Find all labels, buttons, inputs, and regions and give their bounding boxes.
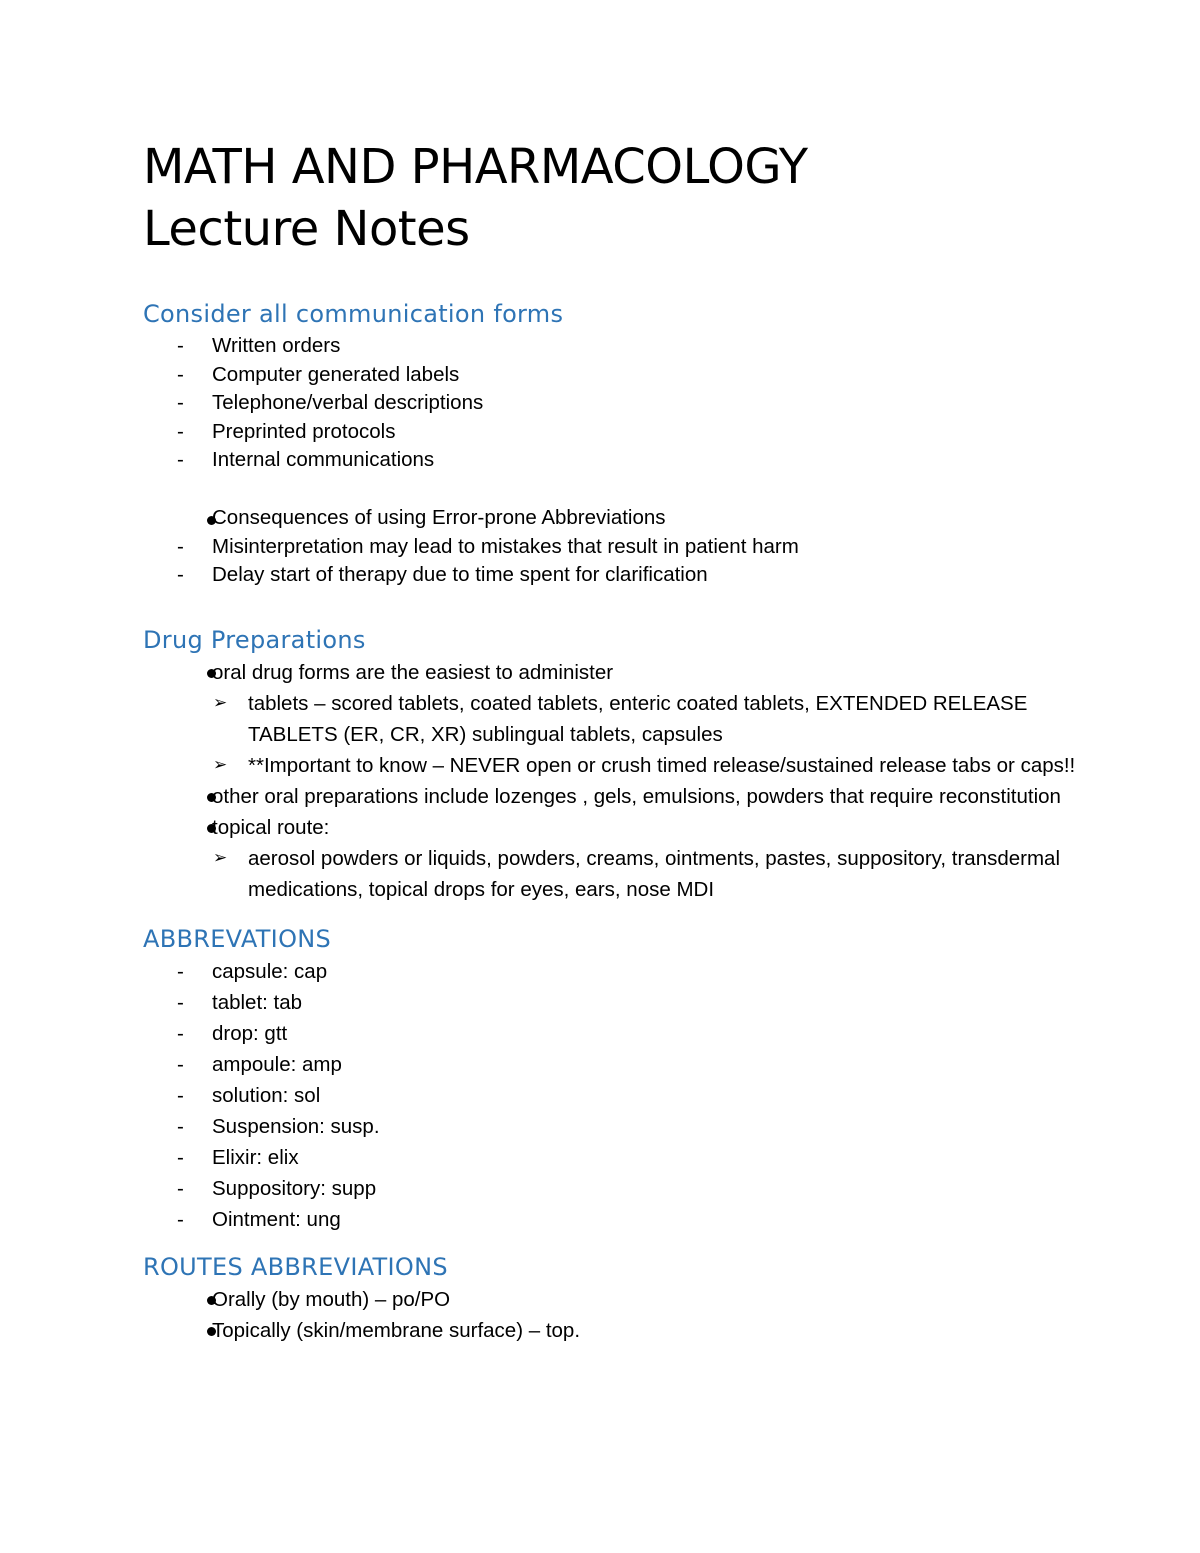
dash-marker: -: [177, 1114, 184, 1138]
arrow-icon: ➢: [213, 847, 228, 868]
list-item: - Telephone/verbal descriptions: [143, 389, 1083, 418]
dash-marker: -: [177, 1145, 184, 1169]
list-item: - Delay start of therapy due to time spent for clarification: [143, 561, 1083, 590]
document-title: [143, 136, 1083, 260]
list-item: - tablet: tab: [143, 987, 1083, 1018]
document-content: [143, 136, 1083, 1346]
bullet-item: Orally (by mouth) – po/PO: [212, 1287, 451, 1311]
consequences-list: [143, 504, 1083, 590]
dash-marker: -: [177, 1176, 184, 1200]
list-item: - Misinterpretation may lead to mistakes that result in patient harm: [143, 533, 1083, 562]
bullet-item: topical route:: [212, 815, 330, 839]
dash-marker: -: [177, 959, 184, 983]
list-item: - Written orders: [143, 332, 1083, 361]
dash-marker: -: [177, 391, 184, 415]
list-item: - solution: sol: [143, 1080, 1083, 1111]
title-line-2: Lecture Notes: [143, 201, 470, 257]
heading-abbreviations: ABBREVATIONS: [143, 924, 332, 953]
dash-marker: -: [177, 534, 184, 558]
heading-drug-preparations: Drug Preparations: [143, 625, 366, 654]
dash-marker: -: [177, 362, 184, 386]
dash-marker: -: [177, 334, 184, 357]
title-line-1: MATH AND PHARMACOLOGY: [143, 139, 808, 195]
list-item: - Ointment: ung: [143, 1204, 1083, 1235]
dash-marker: -: [177, 419, 184, 443]
dash-marker: -: [177, 1021, 184, 1045]
arrow-icon: ➢: [213, 754, 228, 775]
communication-list: [143, 332, 1083, 475]
list-item: - Suppository: supp: [143, 1173, 1083, 1204]
list-item: - capsule: cap: [143, 956, 1083, 987]
heading-routes: ROUTES ABBREVIATIONS: [143, 1252, 448, 1281]
list-item: - Suspension: susp.: [143, 1111, 1083, 1142]
list-item: - Internal communications: [143, 446, 1083, 475]
dash-marker: -: [177, 1207, 184, 1231]
dash-marker: -: [177, 990, 184, 1014]
bullet-item: Topically (skin/membrane surface) – top.: [212, 1318, 581, 1342]
sub-item: ➢ tablets – scored tablets, coated tablets, enteric coated tablets, EXTENDED RELEASE TABLETS (ER, CR, XR) sublingual tablets, capsules: [143, 688, 1083, 750]
routes-list: [143, 1284, 1083, 1346]
list-item: - Computer generated labels: [143, 361, 1083, 390]
list-item: - Preprinted protocols: [143, 418, 1083, 447]
list-item: - ampoule: amp: [143, 1049, 1083, 1080]
sub-item: ➢ **Important to know – NEVER open or crush timed release/sustained release tabs or caps!!: [143, 750, 1083, 781]
arrow-icon: ➢: [213, 692, 228, 713]
bullet-item: oral drug forms are the easiest to administer: [212, 660, 614, 684]
bullet-item: other oral preparations include lozenges , gels, emulsions, powders that require reconstitution: [212, 784, 1061, 808]
list-item: - drop: gtt: [143, 1018, 1083, 1049]
heading-communication: Consider all communication forms: [143, 300, 564, 328]
dash-marker: -: [177, 448, 184, 472]
abbreviations-list: [143, 956, 1083, 1235]
list-item: - Elixir: elix: [143, 1142, 1083, 1173]
dash-marker: -: [177, 1083, 184, 1107]
dash-marker: -: [177, 563, 184, 587]
drug-preparations-list: [143, 657, 1083, 905]
dash-marker: -: [177, 1052, 184, 1076]
bullet-item: Consequences of using Error-prone Abbreviations: [212, 505, 666, 529]
sub-item: ➢ aerosol powders or liquids, powders, creams, ointments, pastes, suppository, transdermal medications, topical drops for eyes, ears, nose MDI: [143, 843, 1083, 905]
